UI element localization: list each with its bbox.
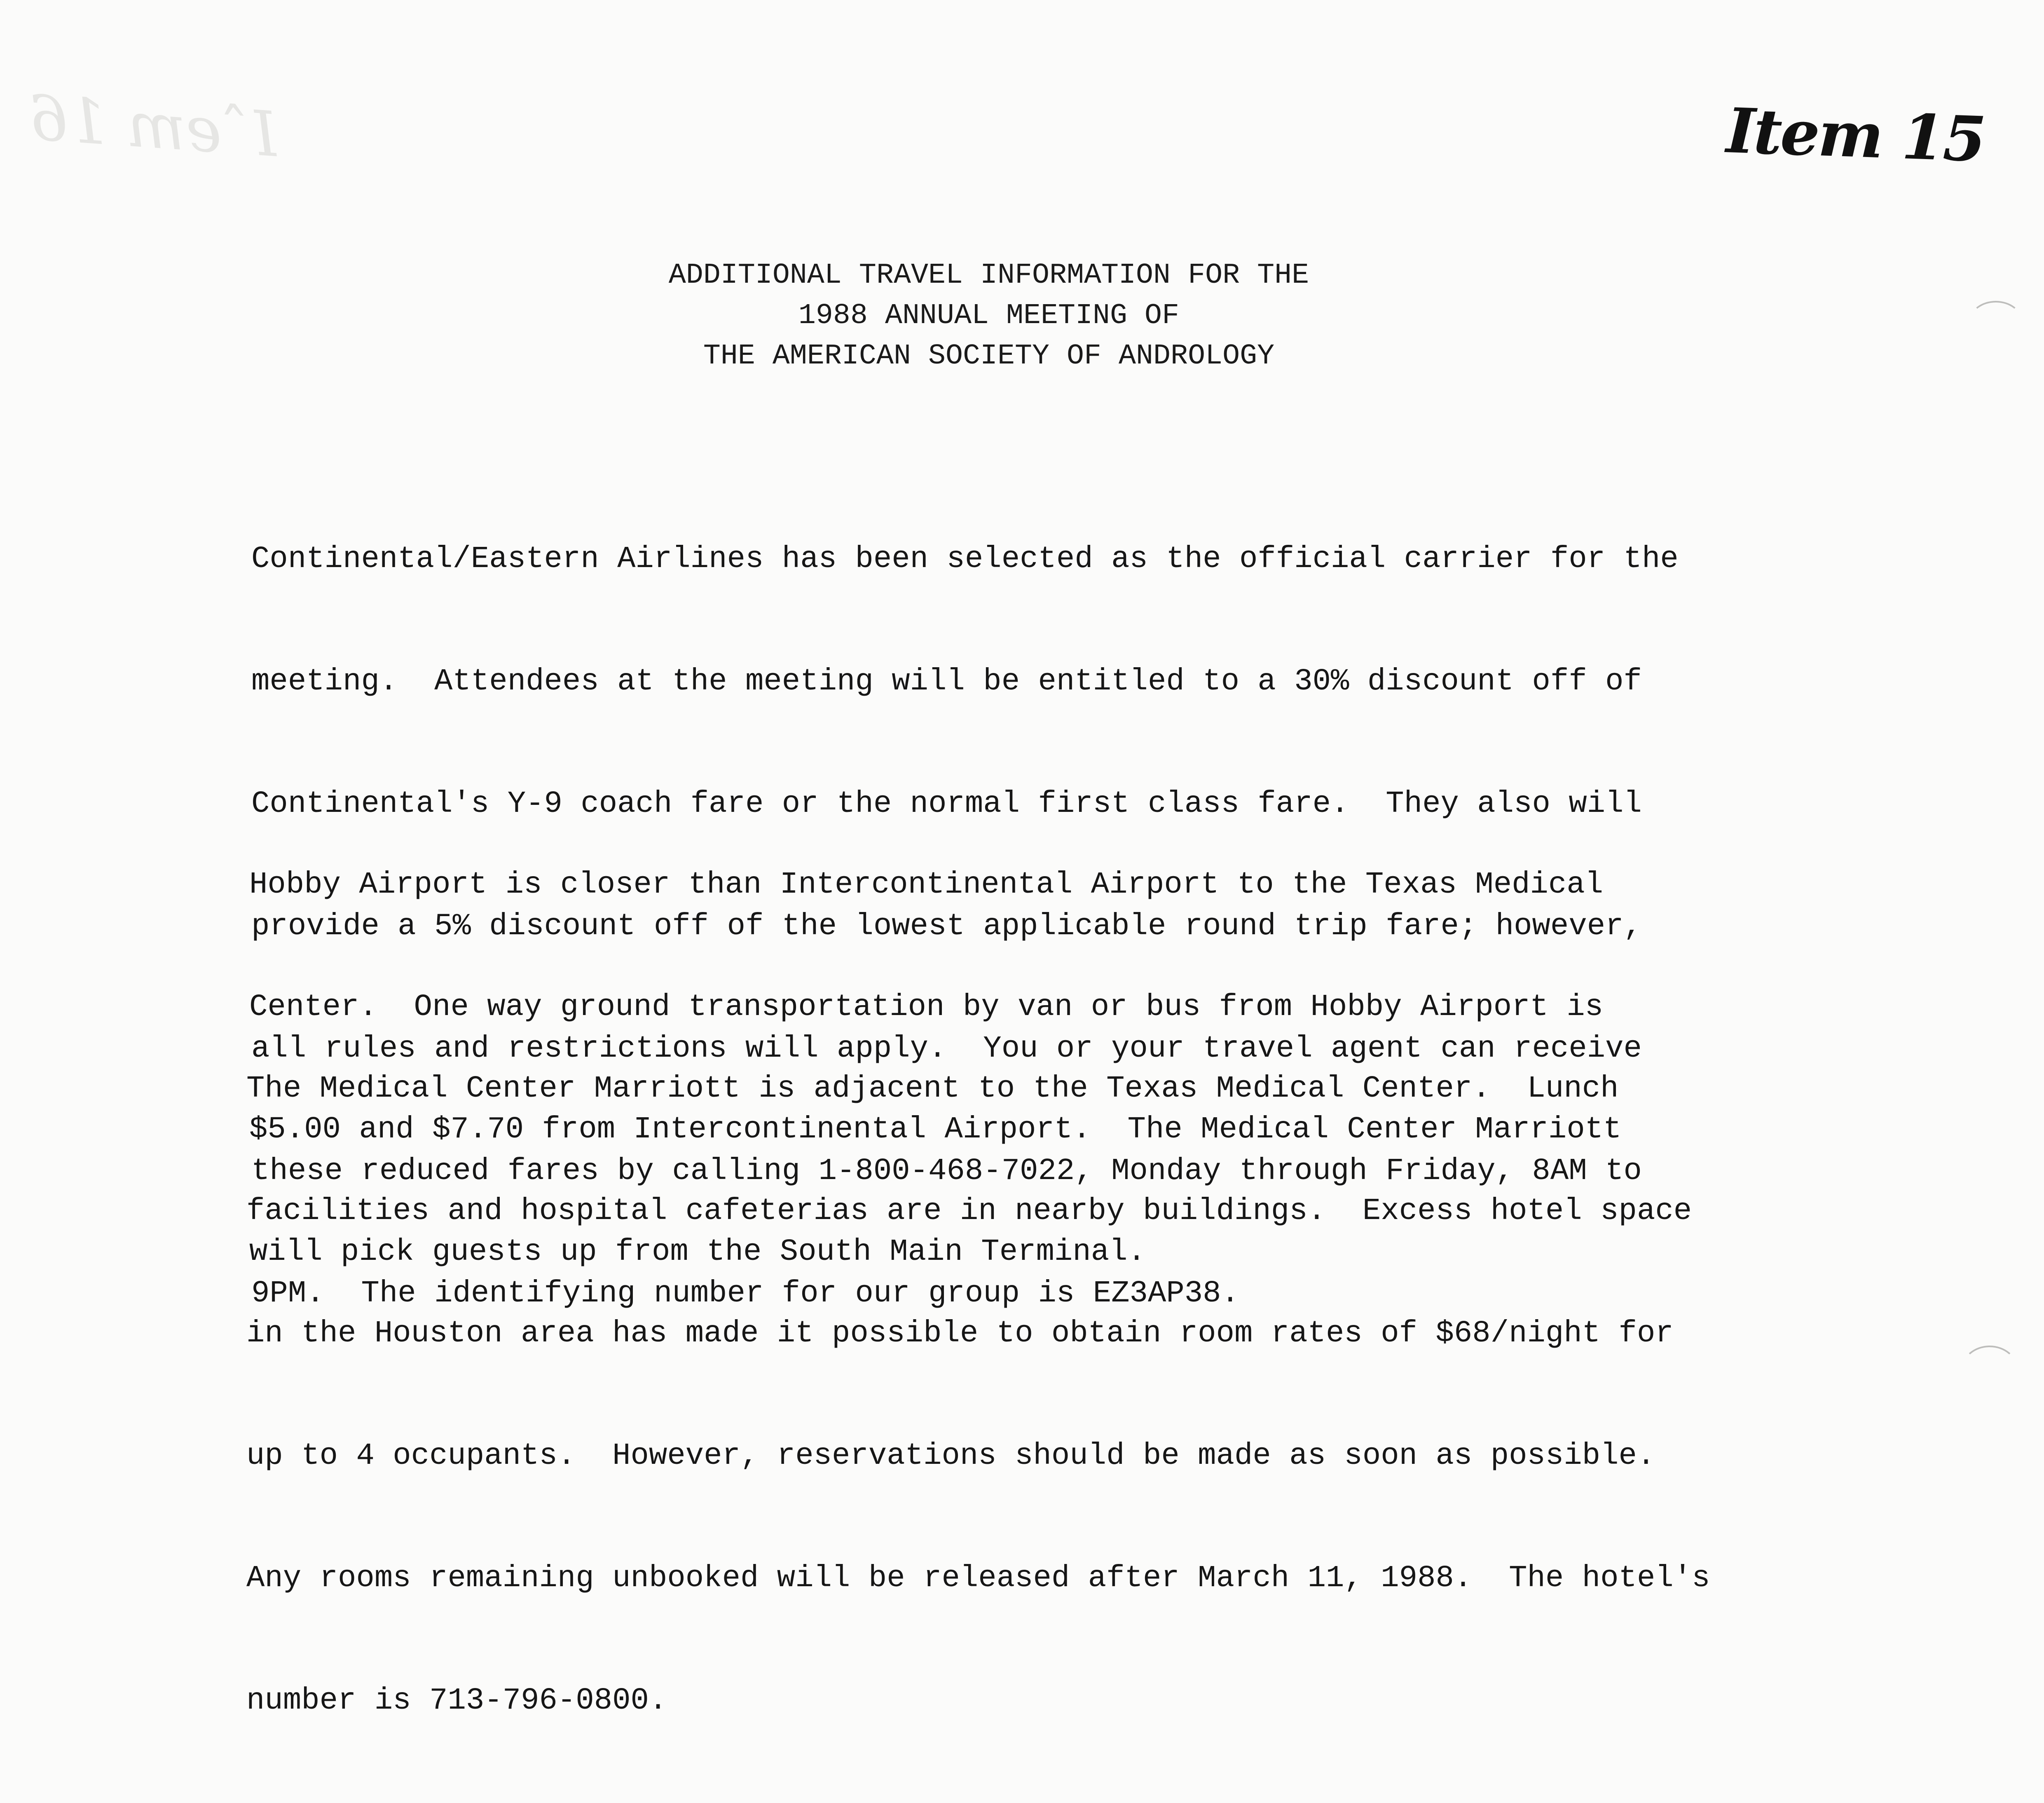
document-title [461,256,1516,377]
text-line: all rules and restrictions will apply. You or your travel agent can receive [251,1032,1642,1066]
title-line: THE AMERICAN SOCIETY OF ANDROLOGY [703,340,1275,373]
text-line: facilities and hospital cafeterias are in nearby buildings. Excess hotel space [246,1194,1692,1229]
text-line: meeting. Attendees at the meeting will be entitled to a 30% discount off of [251,664,1642,699]
text-line: number is 713-796-0800. [246,1683,667,1718]
text-line: provide a 5% discount off of the lowest applicable round trip fare; however, [251,909,1642,944]
text-line: Continental/Eastern Airlines has been selected as the official carrier for the [251,542,1679,577]
title-line: 1988 ANNUAL MEETING OF [798,300,1180,332]
text-line: 9PM. The identifying number for our group is EZ3AP38. [251,1276,1239,1311]
margin-mark [1969,301,2022,341]
text-line: Any rooms remaining unbooked will be released after March 11, 1988. The hotel's [246,1561,1710,1596]
title-line: ADDITIONAL TRAVEL INFORMATION FOR THE [668,259,1309,292]
text-line: Center. One way ground transportation by van or bus from Hobby Airport is [249,990,1604,1025]
text-line: The Medical Center Marriott is adjacent to the Texas Medical Center. Lunch [246,1071,1619,1106]
paragraph-hotel [246,987,1710,1803]
text-line: will pick guests up from the South Main Terminal. [249,1235,1146,1269]
margin-mark [1961,1346,2018,1394]
text-line: up to 4 occupants. However, reservations should be made as soon as possible. [246,1439,1655,1473]
bleed-through-mark: Iˆem 16 [26,82,280,171]
text-line: $5.00 and $7.70 from Intercontinental Airport. The Medical Center Marriott [249,1112,1622,1147]
handwritten-item-note: Item 15 [1725,94,1986,176]
text-line: Continental's Y-9 coach fare or the normal first class fare. They also will [251,787,1642,821]
text-line: Hobby Airport is closer than Intercontinental Airport to the Texas Medical [249,868,1604,902]
text-line: in the Houston area has made it possible to obtain room rates of $68/night for [246,1316,1674,1351]
text-line: these reduced fares by calling 1-800-468-7022, Monday through Friday, 8AM to [251,1154,1642,1189]
